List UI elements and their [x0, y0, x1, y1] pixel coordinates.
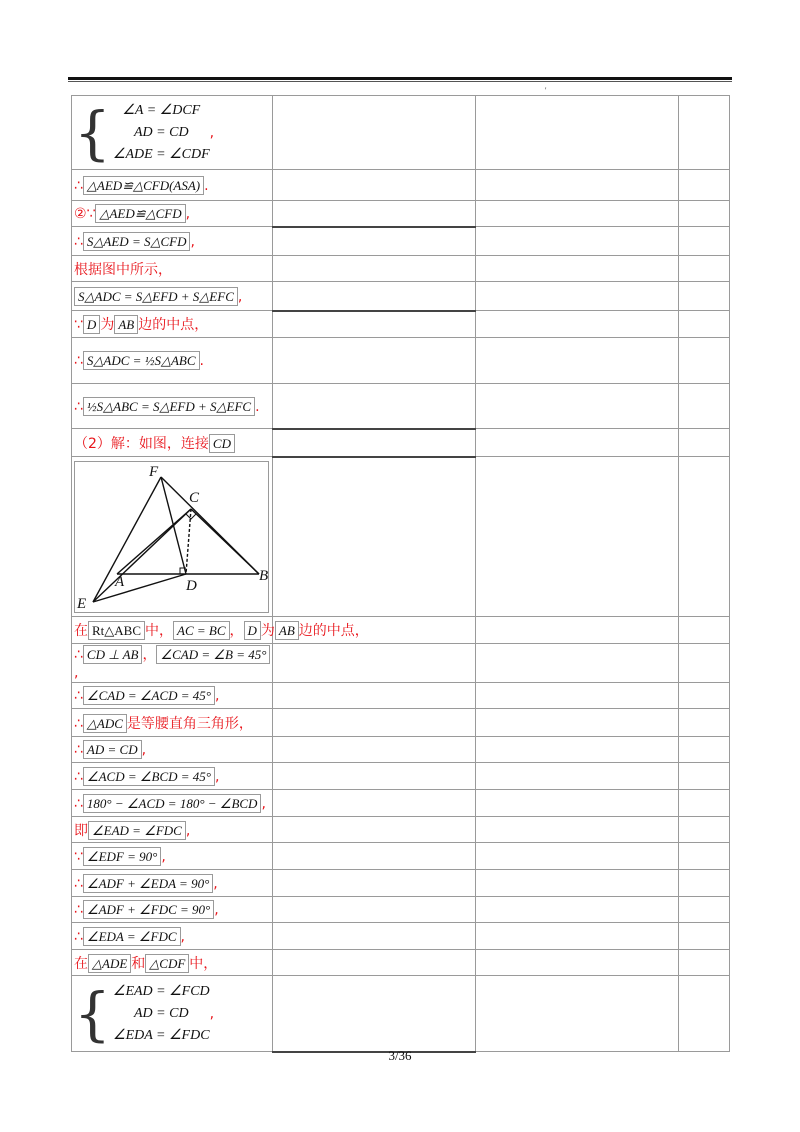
- empty-cell: [476, 709, 679, 737]
- empty-cell: [476, 617, 679, 644]
- empty-cell: [679, 790, 730, 817]
- formula-box: ∠EDF = 90°: [83, 847, 161, 866]
- formula-box: AB: [275, 621, 299, 640]
- step-suffix: ,: [214, 688, 220, 704]
- step-prefix: ∵: [74, 317, 83, 333]
- empty-cell: [476, 96, 679, 170]
- formula-box: D: [83, 315, 100, 334]
- formula-box: S△AED = S△CFD: [83, 232, 191, 251]
- empty-cell: [476, 763, 679, 790]
- formula-box: △CDF: [145, 954, 189, 973]
- step-cell: [72, 976, 273, 1052]
- empty-cell: [273, 457, 476, 617]
- empty-cell: [476, 384, 679, 429]
- step-suffix: 边的中点，: [138, 317, 209, 333]
- step-cell: [72, 384, 273, 429]
- empty-cell: [679, 170, 730, 201]
- system-lines: [113, 981, 210, 1047]
- table-row: [72, 429, 730, 457]
- step-suffix: ,: [209, 124, 215, 141]
- step-prefix: ∴: [74, 688, 83, 704]
- formula-box: S△ADC = S△EFD + S△EFC: [74, 287, 238, 306]
- formula-box: ∠ACD = ∠BCD = 45°: [83, 767, 215, 786]
- system-line: ∠A = ∠DCF: [122, 102, 201, 118]
- empty-cell: [273, 843, 476, 870]
- step-cell: [72, 950, 273, 976]
- step-cell: [72, 617, 369, 644]
- table-row: [72, 923, 730, 950]
- step-text: 根据图中所示，: [74, 261, 172, 278]
- empty-cell: [476, 457, 679, 617]
- step-suffix: ,: [190, 233, 195, 250]
- empty-cell: [476, 817, 679, 843]
- table-row: [72, 170, 730, 201]
- empty-cell: [273, 790, 476, 817]
- step-cell: [72, 644, 273, 683]
- step-prefix: 在: [74, 955, 88, 972]
- table-row: [72, 201, 730, 227]
- step-cell: [72, 201, 273, 227]
- empty-cell: [476, 170, 679, 201]
- formula-box: ∠ADF + ∠FDC = 90°: [83, 900, 214, 919]
- step-suffix: ,: [209, 1005, 215, 1022]
- empty-cell: [273, 709, 476, 737]
- table-row: [72, 843, 730, 870]
- point-label: C: [189, 489, 200, 506]
- step-cell: [72, 311, 273, 338]
- empty-cell: [273, 737, 476, 763]
- empty-cell: [476, 227, 679, 256]
- formula-box: D: [244, 621, 261, 640]
- segment-EC: [93, 509, 191, 602]
- table-row: [72, 976, 730, 1052]
- formula-box: △ADC: [83, 714, 127, 733]
- step-cell: [72, 870, 273, 897]
- empty-cell: [273, 644, 476, 683]
- system-line: ∠EDA = ∠FDC: [113, 1027, 210, 1043]
- header-mark: ': [545, 86, 547, 95]
- step-prefix: ∴: [74, 233, 83, 250]
- empty-cell: [273, 201, 476, 227]
- step-cell: [72, 897, 273, 923]
- empty-cell: [476, 282, 679, 311]
- table-row: [72, 817, 730, 843]
- empty-cell: [476, 843, 679, 870]
- step-cell: [72, 457, 273, 617]
- step-prefix: ∴: [74, 768, 83, 785]
- table-row: [72, 790, 730, 817]
- step-middle: 和: [131, 955, 146, 972]
- empty-cell: [679, 897, 730, 923]
- formula-box: 180° − ∠ACD = 180° − ∠BCD: [83, 794, 262, 813]
- point-label: A: [115, 573, 125, 590]
- empty-cell: [273, 96, 476, 170]
- step-suffix: 边的中点，: [298, 623, 369, 639]
- brace-symbol: {: [74, 98, 111, 167]
- step-suffix: ,: [261, 795, 266, 812]
- table-row: [72, 384, 730, 429]
- step-middle: 为: [100, 317, 115, 333]
- step-cell: [72, 790, 273, 817]
- step-middle: 为: [260, 623, 275, 639]
- brace-symbol: {: [74, 979, 111, 1048]
- empty-cell: [679, 843, 730, 870]
- formula-box: Rt△ABC: [88, 621, 145, 640]
- table-row: [72, 311, 730, 338]
- table-row: [72, 950, 730, 976]
- step-suffix: ,: [214, 902, 219, 918]
- formula-box: ∠EAD = ∠FDC: [88, 821, 186, 840]
- step-suffix: .: [199, 353, 204, 369]
- step-suffix: ,: [213, 875, 218, 892]
- step-suffix: 中，: [189, 955, 218, 972]
- empty-cell: [679, 282, 730, 311]
- page-number: 3/36: [388, 1048, 412, 1063]
- table-row: [72, 870, 730, 897]
- empty-cell: [679, 870, 730, 897]
- empty-cell: [476, 338, 679, 384]
- formula-box: ∠ADF + ∠EDA = 90°: [83, 874, 213, 893]
- empty-cell: [273, 282, 476, 311]
- empty-cell: [476, 897, 679, 923]
- step-cell: [72, 817, 273, 843]
- empty-cell: [273, 683, 476, 709]
- formula-box: △AED≌△CFD(ASA): [83, 176, 204, 195]
- step-suffix: ,: [214, 768, 220, 785]
- empty-cell: [679, 817, 730, 843]
- step-cell: [72, 282, 273, 311]
- formula-box: △AED≌△CFD: [95, 204, 185, 223]
- step-cell: [72, 923, 273, 950]
- empty-cell: [679, 457, 730, 617]
- empty-cell: [679, 429, 730, 457]
- step-prefix: ∴: [74, 795, 83, 812]
- point-label: B: [259, 567, 269, 584]
- segment-FB: [161, 477, 259, 574]
- formula-box: S△ADC = ½S△ABC: [83, 351, 200, 370]
- empty-cell: [679, 950, 730, 976]
- step-prefix: ∴: [74, 742, 83, 758]
- step-prefix: ∴: [74, 353, 83, 369]
- system-line: ∠EAD = ∠FCD: [112, 983, 210, 999]
- empty-cell: [273, 170, 476, 201]
- solution-table: [71, 95, 730, 1053]
- system-lines: [113, 100, 210, 166]
- empty-cell: [476, 429, 679, 457]
- empty-cell: [273, 338, 476, 384]
- empty-cell: [273, 311, 476, 338]
- step-suffix: ,: [141, 742, 147, 758]
- step-prefix: ∵: [74, 848, 83, 865]
- empty-cell: [679, 737, 730, 763]
- step-prefix: ∴: [74, 928, 83, 945]
- step-middle: 中，: [145, 623, 174, 639]
- step-suffix: ,: [237, 288, 243, 305]
- system-line: AD = CD: [134, 124, 189, 140]
- equation-system: [74, 100, 272, 166]
- empty-cell: [273, 870, 476, 897]
- step-middle: ，: [142, 647, 157, 663]
- step-suffix: ,: [185, 822, 191, 839]
- equation-system: [74, 981, 272, 1047]
- step-suffix: 是等腰直角三角形，: [126, 715, 253, 732]
- formula-box: △ADE: [88, 954, 131, 973]
- segment-FE: [93, 477, 161, 602]
- step-suffix: ,: [74, 665, 79, 681]
- empty-cell: [679, 976, 730, 1052]
- step-suffix: ,: [180, 928, 185, 945]
- step-cell: [72, 683, 273, 709]
- empty-cell: [273, 950, 476, 976]
- empty-cell: [679, 256, 730, 282]
- empty-cell: [476, 790, 679, 817]
- empty-cell: [476, 644, 679, 683]
- empty-cell: [476, 201, 679, 227]
- formula-box: ∠CAD = ∠ACD = 45°: [83, 686, 215, 705]
- empty-cell: [679, 644, 730, 683]
- triangle-diagram: [75, 462, 268, 612]
- step-suffix: .: [204, 177, 209, 194]
- empty-cell: [273, 976, 476, 1052]
- system-line: ∠ADE = ∠CDF: [112, 146, 210, 162]
- table-row: [72, 256, 730, 282]
- step-cell: [72, 170, 273, 201]
- formula-box: AC = BC: [173, 621, 230, 640]
- step-prefix: ∴: [74, 902, 83, 918]
- table-row: [72, 96, 730, 170]
- empty-cell: [476, 311, 679, 338]
- empty-cell: [476, 950, 679, 976]
- table-row: [72, 282, 730, 311]
- step-prefix: ∴: [74, 177, 83, 194]
- table-row: [72, 644, 730, 683]
- table-row: [72, 227, 730, 256]
- empty-cell: [273, 227, 476, 256]
- point-label: F: [149, 463, 159, 480]
- header-rule: [68, 77, 732, 80]
- formula-box: CD: [209, 434, 235, 453]
- empty-cell: [679, 384, 730, 429]
- system-line: AD = CD: [134, 1005, 189, 1021]
- formula-box: AB: [114, 315, 138, 334]
- empty-cell: [476, 256, 679, 282]
- step-cell: [72, 96, 273, 170]
- step-prefix: ∴: [74, 715, 83, 732]
- empty-cell: [476, 923, 679, 950]
- empty-cell: [679, 923, 730, 950]
- header-rule-thin: [68, 81, 732, 82]
- step-cell: [72, 737, 273, 763]
- step-cell: [72, 763, 273, 790]
- empty-cell: [476, 683, 679, 709]
- table-row: [72, 737, 730, 763]
- table-row: [72, 763, 730, 790]
- step-cell: [72, 338, 273, 384]
- empty-cell: [273, 897, 476, 923]
- point-label: D: [186, 577, 197, 594]
- step-cell: [72, 256, 273, 282]
- empty-cell: [476, 737, 679, 763]
- empty-cell: [273, 384, 476, 429]
- step-suffix: .: [255, 398, 260, 415]
- table-row: [72, 457, 730, 617]
- step-prefix: ∴: [74, 647, 83, 663]
- step-prefix: ②∵: [74, 206, 96, 222]
- empty-cell: [679, 311, 730, 338]
- empty-cell: [679, 709, 730, 737]
- table-row: [72, 617, 730, 644]
- segment-FD: [161, 477, 186, 574]
- step-prefix: （2）解：如图，连接: [74, 435, 209, 452]
- empty-cell: [679, 227, 730, 256]
- formula-box: ∠EDA = ∠FDC: [83, 927, 181, 946]
- formula-box: CD ⊥ AB: [83, 645, 143, 664]
- point-label: E: [77, 595, 87, 612]
- step-suffix: ,: [161, 848, 166, 865]
- step-middle: ，: [229, 623, 244, 639]
- table-row: [72, 338, 730, 384]
- empty-cell: [679, 201, 730, 227]
- step-cell: [72, 843, 273, 870]
- geometry-figure: [74, 461, 269, 613]
- empty-cell: [273, 817, 476, 843]
- empty-cell: [679, 763, 730, 790]
- empty-cell: [273, 763, 476, 790]
- empty-cell: [273, 923, 476, 950]
- step-cell: [72, 227, 273, 256]
- step-cell: [72, 429, 273, 457]
- empty-cell: [476, 976, 679, 1052]
- empty-cell: [476, 870, 679, 897]
- step-suffix: ,: [185, 206, 191, 222]
- step-prefix: 即: [74, 822, 88, 839]
- step-prefix: ∴: [74, 398, 83, 415]
- empty-cell: [679, 96, 730, 170]
- formula-box: ½S△ABC = S△EFD + S△EFC: [83, 397, 255, 416]
- empty-cell: [273, 429, 476, 457]
- table-row: [72, 683, 730, 709]
- empty-cell: [273, 256, 476, 282]
- empty-cell: [679, 338, 730, 384]
- table-row: [72, 709, 730, 737]
- step-prefix: 在: [74, 623, 88, 639]
- step-cell: [72, 709, 273, 737]
- formula-box: ∠CAD = ∠B = 45°: [156, 645, 270, 664]
- empty-cell: [679, 683, 730, 709]
- table-row: [72, 897, 730, 923]
- formula-box: AD = CD: [83, 740, 142, 759]
- step-prefix: ∴: [74, 875, 83, 892]
- empty-cell: [679, 617, 730, 644]
